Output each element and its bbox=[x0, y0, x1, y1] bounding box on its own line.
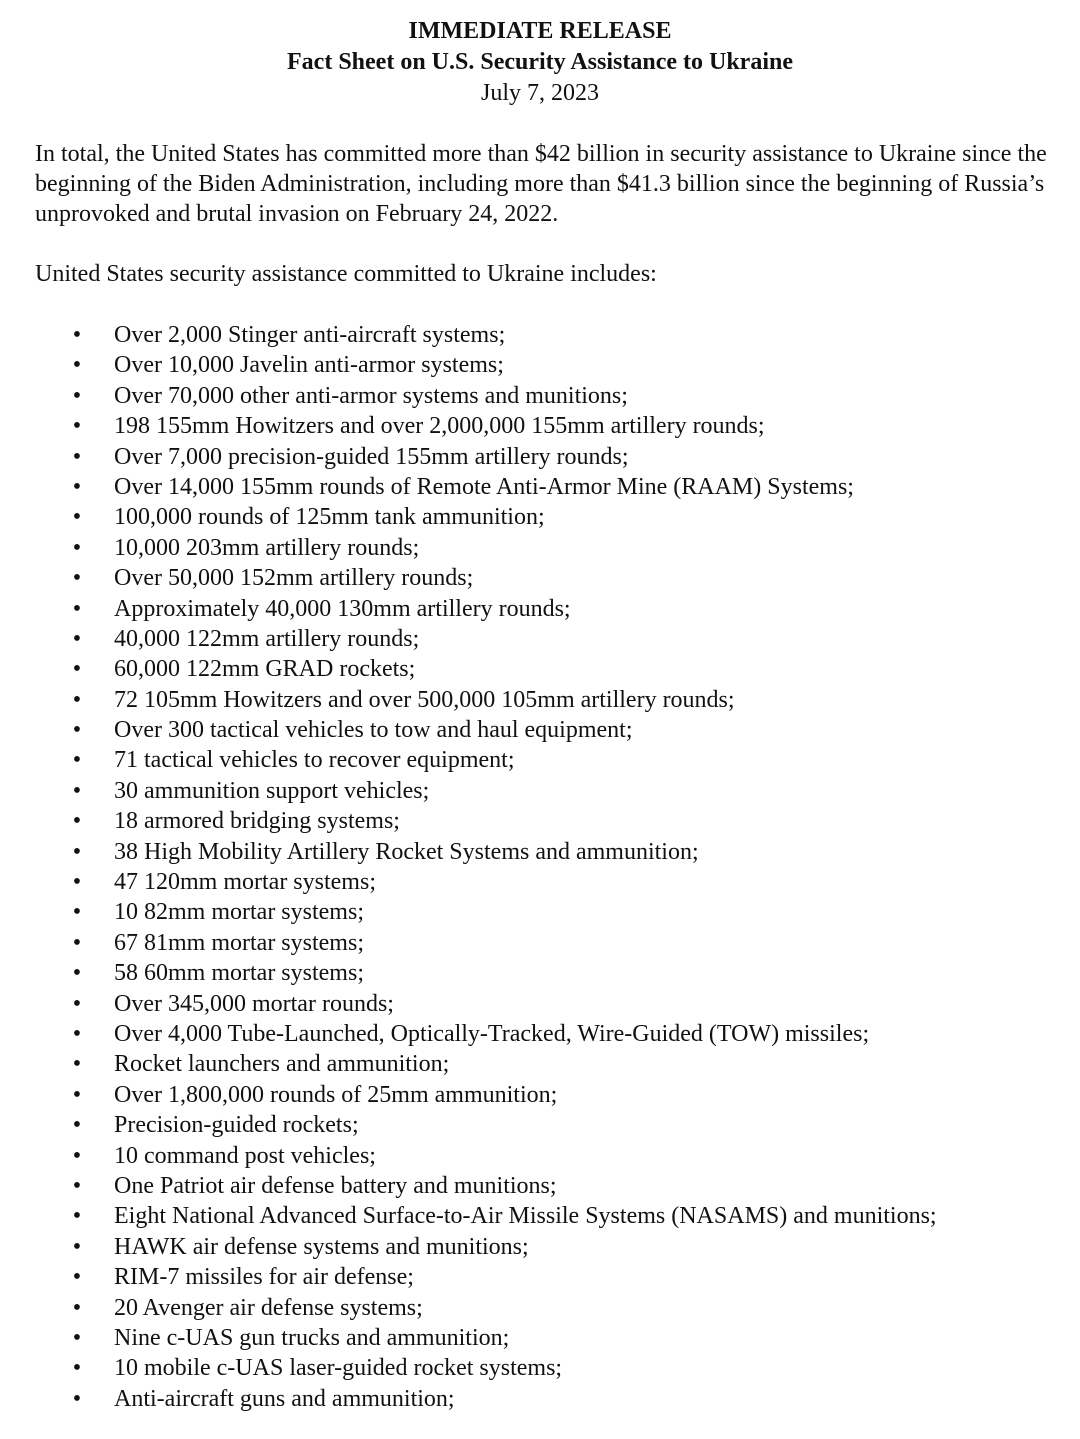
list-item-text: HAWK air defense systems and munitions; bbox=[114, 1233, 529, 1260]
bullet-icon: • bbox=[72, 443, 82, 470]
list-item-text: 10 82mm mortar systems; bbox=[114, 899, 364, 926]
list-item-text: 30 ammunition support vehicles; bbox=[114, 777, 430, 804]
bullet-icon: • bbox=[72, 686, 82, 713]
bullet-icon: • bbox=[72, 322, 82, 348]
bullet-icon: • bbox=[72, 869, 82, 896]
list-item-text: Over 1,800,000 rounds of 25mm ammunition; bbox=[114, 1081, 558, 1108]
bullet-icon: • bbox=[72, 777, 82, 804]
list-item-text: 71 tactical vehicles to recover equipment; bbox=[114, 747, 515, 774]
list-item-text: Over 14,000 155mm rounds of Remote Anti-Armor Mine (RAAM) Systems; bbox=[114, 473, 854, 500]
bullet-icon: • bbox=[72, 1355, 82, 1382]
bullet-icon: • bbox=[72, 1385, 82, 1412]
document-title: Fact Sheet on U.S. Security Assistance to Ukraine bbox=[287, 49, 793, 75]
bullet-icon: • bbox=[72, 960, 82, 987]
release-heading: IMMEDIATE RELEASE bbox=[408, 18, 672, 44]
list-item-text: 20 Avenger air defense systems; bbox=[114, 1294, 423, 1321]
list-item-text: Over 4,000 Tube-Launched, Optically-Tracked, Wire-Guided (TOW) missiles; bbox=[114, 1020, 870, 1047]
bullet-icon: • bbox=[72, 1081, 82, 1108]
list-item-text: Eight National Advanced Surface-to-Air Missile Systems (NASAMS) and munitions; bbox=[114, 1203, 937, 1230]
bullet-icon: • bbox=[72, 808, 82, 835]
list-item-text: 67 81mm mortar systems; bbox=[114, 929, 364, 956]
bullet-icon: • bbox=[72, 1051, 82, 1078]
list-item-text: 38 High Mobility Artillery Rocket Systems and ammunition; bbox=[114, 838, 699, 865]
list-item-text: Nine c-UAS gun trucks and ammunition; bbox=[114, 1324, 510, 1351]
list-item-text: 10 mobile c-UAS laser-guided rocket systems; bbox=[114, 1355, 563, 1382]
bullet-icon: • bbox=[72, 413, 82, 440]
bullet-icon: • bbox=[72, 1112, 82, 1139]
bullet-icon: • bbox=[72, 929, 82, 956]
list-item-text: Anti-aircraft guns and ammunition; bbox=[114, 1385, 455, 1412]
list-item-text: Over 2,000 Stinger anti-aircraft systems; bbox=[114, 322, 506, 348]
bullet-icon: • bbox=[72, 473, 82, 500]
list-item-text: 198 155mm Howitzers and over 2,000,000 155mm artillery rounds; bbox=[114, 413, 765, 440]
bullet-icon: • bbox=[72, 1203, 82, 1230]
bullet-icon: • bbox=[72, 656, 82, 683]
bullet-icon: • bbox=[72, 1294, 82, 1321]
list-item-text: Over 345,000 mortar rounds; bbox=[114, 990, 394, 1017]
list-item-text: Precision-guided rockets; bbox=[114, 1112, 359, 1139]
bullet-icon: • bbox=[72, 504, 82, 531]
bullet-icon: • bbox=[72, 1172, 82, 1199]
bullet-icon: • bbox=[72, 352, 82, 379]
list-item-text: 100,000 rounds of 125mm tank ammunition; bbox=[114, 504, 545, 531]
bullet-icon: • bbox=[72, 382, 82, 409]
bullet-icon: • bbox=[72, 625, 82, 652]
bullet-icon: • bbox=[72, 747, 82, 774]
release-date: July 7, 2023 bbox=[480, 80, 599, 106]
list-item-text: 60,000 122mm GRAD rockets; bbox=[114, 656, 416, 683]
intro-paragraph: In total, the United States has committed more than $42 billion in security assistance to Ukraine since the beginning of the Biden Administration, including more than $41.3 billion since the beginning of Russia’s unprovoked and brutal invasion on February 24, 2022. bbox=[35, 141, 1047, 227]
bullet-icon: • bbox=[72, 990, 82, 1017]
list-item-text: Rocket launchers and ammunition; bbox=[114, 1051, 450, 1078]
list-item-text: 47 120mm mortar systems; bbox=[114, 869, 376, 896]
bullet-icon: • bbox=[72, 1142, 82, 1169]
list-item-text: RIM-7 missiles for air defense; bbox=[114, 1264, 414, 1291]
list-item-text: 10,000 203mm artillery rounds; bbox=[114, 534, 420, 561]
list-item-text: 72 105mm Howitzers and over 500,000 105mm artillery rounds; bbox=[114, 686, 735, 713]
list-item-text: Over 10,000 Javelin anti-armor systems; bbox=[114, 352, 504, 379]
list-item-text: 58 60mm mortar systems; bbox=[114, 960, 364, 987]
list-item-text: Over 300 tactical vehicles to tow and haul equipment; bbox=[114, 717, 633, 744]
bullet-icon: • bbox=[72, 534, 82, 561]
list-lead-paragraph: United States security assistance committed to Ukraine includes: bbox=[35, 261, 657, 287]
list-item-text: 18 armored bridging systems; bbox=[114, 808, 400, 835]
list-item-text: Over 50,000 152mm artillery rounds; bbox=[114, 565, 474, 592]
bullet-icon: • bbox=[72, 1233, 82, 1260]
bullet-icon: • bbox=[72, 595, 82, 622]
bullet-icon: • bbox=[72, 899, 82, 926]
list-item-text: Approximately 40,000 130mm artillery rounds; bbox=[114, 595, 571, 622]
bullet-icon: • bbox=[72, 1324, 82, 1351]
bullet-icon: • bbox=[72, 717, 82, 744]
bullet-icon: • bbox=[72, 1264, 82, 1291]
bullet-icon: • bbox=[72, 1020, 82, 1047]
list-item-text: 10 command post vehicles; bbox=[114, 1142, 376, 1169]
list-item-text: Over 7,000 precision-guided 155mm artillery rounds; bbox=[114, 443, 629, 470]
list-item-text: One Patriot air defense battery and munitions; bbox=[114, 1172, 557, 1199]
bullet-icon: • bbox=[72, 565, 82, 592]
bullet-icon: • bbox=[72, 838, 82, 865]
list-item-text: 40,000 122mm artillery rounds; bbox=[114, 625, 420, 652]
list-item-text: Over 70,000 other anti-armor systems and munitions; bbox=[114, 382, 628, 409]
